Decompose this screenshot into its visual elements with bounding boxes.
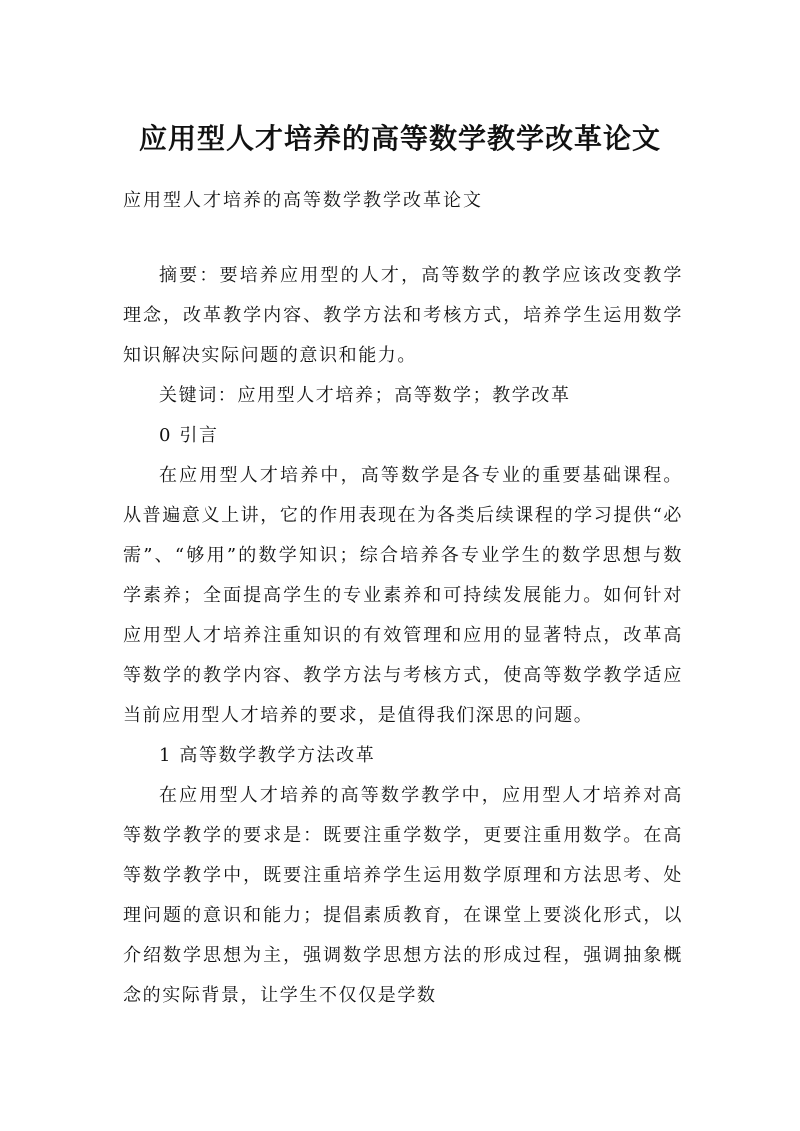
- document-subtitle: 应用型人才培养的高等数学教学改革论文: [123, 190, 483, 211]
- document-title: 应用型人才培养的高等数学教学改革论文: [138, 121, 661, 155]
- introduction-paragraph: 在应用型人才培养中，高等数学是各专业的重要基础课程。从普遍意义上讲，它的作用表现在为各类后续课程的学习提供“必需”、“够用”的数学知识；综合培养各专业学生的数学思想与数学素养；全面提高学生的专业素养和可持续发展能力。如何针对应用型人才培养注重知识的有效管理和应用的显著特点，改革高等数学的教学内容、教学方法与考核方式，使高等数学教学适应当前应用型人才培养的要求，是值得我们深思的问题。: [123, 465, 683, 726]
- section-heading-introduction: 0 引言: [159, 425, 219, 446]
- section-heading-teaching-method: 1 高等数学教学方法改革: [159, 745, 376, 766]
- keywords-paragraph: 关键词：应用型人才培养；高等数学；教学改革: [159, 385, 571, 406]
- abstract-paragraph: 摘要：要培养应用型的人才，高等数学的教学应该改变教学理念，改革教学内容、教学方法和考核方式，培养学生运用数学知识解决实际问题的意识和能力。: [123, 265, 683, 366]
- document-body: [123, 256, 683, 1016]
- teaching-method-paragraph: 在应用型人才培养的高等数学教学中，应用型人才培养对高等数学教学的要求是：既要注重学数学，更要注重用数学。在高等数学教学中，既要注重培养学生运用数学原理和方法思考、处理问题的意识和能力；提倡素质教育，在课堂上要淡化形式，以介绍数学思想为主，强调数学思想方法的形成过程，强调抽象概念的实际背景，让学生不仅仅是学数: [123, 785, 683, 1006]
